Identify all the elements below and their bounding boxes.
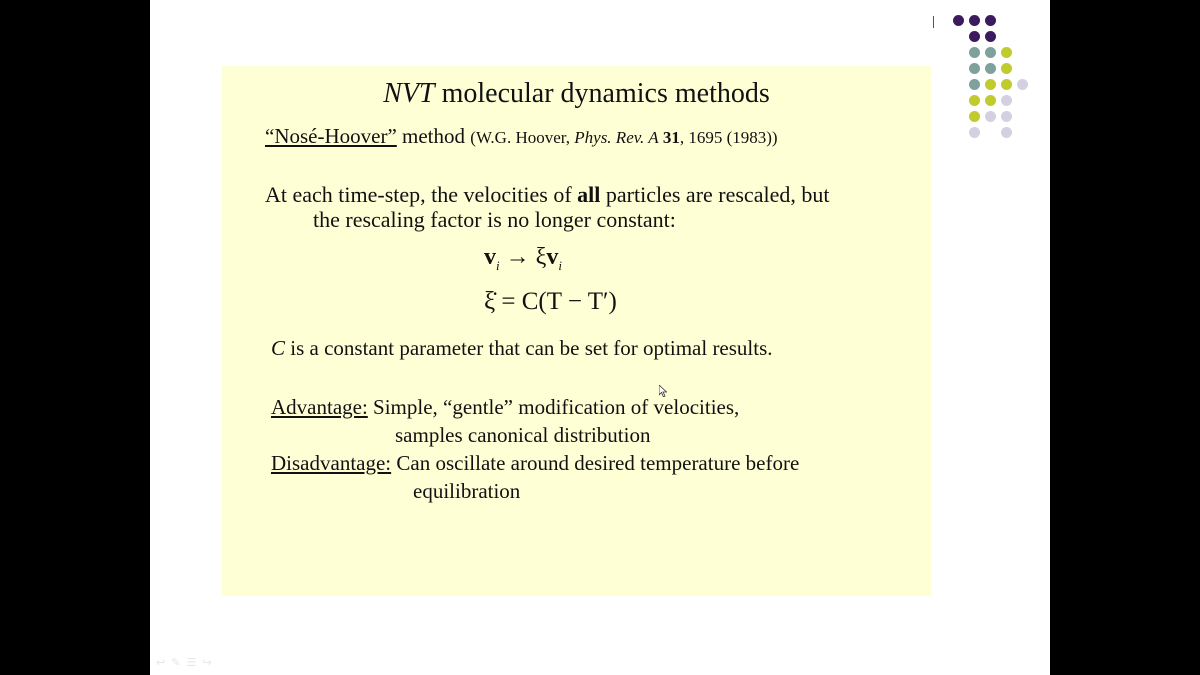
method-name: “Nosé-Hoover” (265, 124, 397, 148)
disadvantage-line2: equilibration (413, 479, 521, 503)
equation-2: ξ̇ = C(T − T′) (484, 288, 617, 315)
disadvantage-row (271, 449, 799, 477)
pros-cons (271, 393, 799, 505)
dot (985, 79, 996, 90)
dot (969, 63, 980, 74)
dot (985, 63, 996, 74)
dot (1001, 47, 1012, 58)
advantage-row (271, 393, 799, 421)
dot (985, 111, 996, 122)
dot (969, 31, 980, 42)
dot (1001, 111, 1012, 122)
c-rest: is a constant parameter that can be set for optimal results. (285, 336, 773, 360)
title-rest: molecular dynamics methods (434, 78, 770, 109)
disadvantage-line1: Can oscillate around desired temperature before (391, 451, 800, 475)
para1-bold: all (577, 182, 601, 207)
ref-post: , 1695 (1983)) (679, 128, 778, 147)
dot (1001, 95, 1012, 106)
dot (985, 31, 996, 42)
equation-1 (484, 244, 562, 274)
para1-line2: the rescaling factor is no longer constant: (313, 207, 676, 232)
eq1-v2: v (546, 244, 559, 270)
subtitle (265, 124, 778, 149)
ref-volume: 31 (658, 128, 680, 147)
slideshow-nav (156, 656, 218, 669)
eq1-v: v (484, 244, 496, 270)
divider-line (933, 16, 934, 28)
disadvantage-label: Disadvantage: (271, 451, 392, 475)
advantage-line2: samples canonical distribution (395, 423, 651, 447)
eq1-sub: i (496, 257, 500, 273)
eq1-arrow: → ξ (499, 244, 547, 270)
method-word: method (396, 124, 471, 148)
dot (1001, 127, 1012, 138)
dot (969, 111, 980, 122)
slide (150, 0, 1050, 675)
slide-title (222, 78, 931, 110)
dot (969, 127, 980, 138)
dot (969, 15, 980, 26)
menu-icon[interactable]: ☰ (186, 656, 203, 669)
constant-description (271, 336, 773, 361)
advantage-label: Advantage: (271, 395, 368, 419)
title-em: NVT (383, 78, 435, 109)
paragraph-1 (265, 182, 829, 232)
dot (969, 95, 980, 106)
ref-journal: Phys. Rev. A (574, 128, 659, 147)
prev-arrow-icon[interactable]: ↩ (156, 656, 172, 669)
pen-icon[interactable]: ✎ (171, 656, 187, 669)
next-arrow-icon[interactable]: ↪ (202, 656, 218, 669)
reference (470, 128, 777, 147)
advantage-line1: Simple, “gentle” modification of velocities, (367, 395, 740, 419)
ref-pre: (W.G. Hoover, (470, 128, 575, 147)
dot (985, 15, 996, 26)
dot (1017, 79, 1028, 90)
dot (969, 47, 980, 58)
para1-b: particles are rescaled, but (600, 182, 830, 207)
dot (1001, 63, 1012, 74)
dot (969, 79, 980, 90)
dot (953, 15, 964, 26)
dot (985, 47, 996, 58)
dot (1001, 79, 1012, 90)
dot (985, 95, 996, 106)
c-var: C (271, 336, 286, 360)
eq1-sub2: i (558, 257, 562, 273)
content-panel (222, 66, 931, 596)
para1-a: At each time-step, the velocities of (265, 182, 578, 207)
